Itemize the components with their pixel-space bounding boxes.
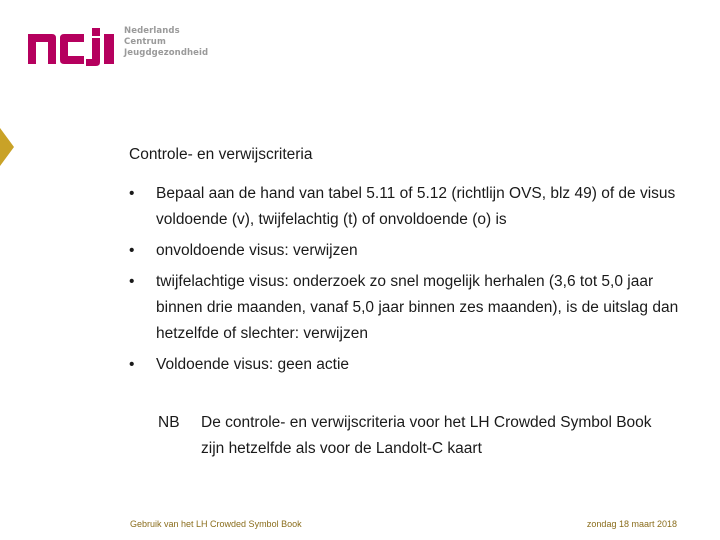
ncj-logo <box>28 24 208 70</box>
bullet-marker: • <box>129 242 135 259</box>
ncj-logo-mark <box>28 28 118 66</box>
footer-title: Gebruik van het LH Crowded Symbol Book <box>130 519 302 529</box>
logo-line-3: Jeugdgezondheid <box>124 48 209 58</box>
bullet-marker: • <box>129 356 135 373</box>
logo-line-2: Centrum <box>124 37 166 47</box>
nb-note <box>158 410 678 462</box>
bullet-item-2 <box>129 238 689 264</box>
bullet-item-3 <box>129 269 689 347</box>
bullet-text: Voldoende visus: geen actie <box>156 356 350 373</box>
nb-label: NB <box>158 414 180 431</box>
nb-text: De controle- en verwijscriteria voor het LH Crowded Symbol Book zijn hetzelfde als voor de Landolt-C kaart <box>201 414 652 457</box>
bullet-item-4 <box>129 352 689 378</box>
logo-wordmark <box>124 26 208 59</box>
logo-line-1: Nederlands <box>124 26 180 36</box>
side-tab-marker <box>0 128 14 166</box>
slide-title: Controle- en verwijscriteria <box>129 146 313 163</box>
bullet-text: onvoldoende visus: verwijzen <box>156 242 358 259</box>
bullet-text: Bepaal aan de hand van tabel 5.11 of 5.12 (richtlijn OVS, blz 49) of de visus voldoende (v), twijfelachtig (t) of onvoldoende (o) is <box>156 185 676 228</box>
bullet-list <box>129 181 689 383</box>
bullet-text: twijfelachtige visus: onderzoek zo snel mogelijk herhalen (3,6 tot 5,0 jaar binnen drie maanden, vanaf 5,0 jaar binnen zes maanden), is de uitslag dan hetzelfde of slechter: verwijzen <box>156 273 679 342</box>
bullet-item-1 <box>129 181 689 233</box>
bullet-marker: • <box>129 273 135 290</box>
footer-date: zondag 18 maart 2018 <box>586 519 677 529</box>
bullet-marker: • <box>129 185 135 202</box>
